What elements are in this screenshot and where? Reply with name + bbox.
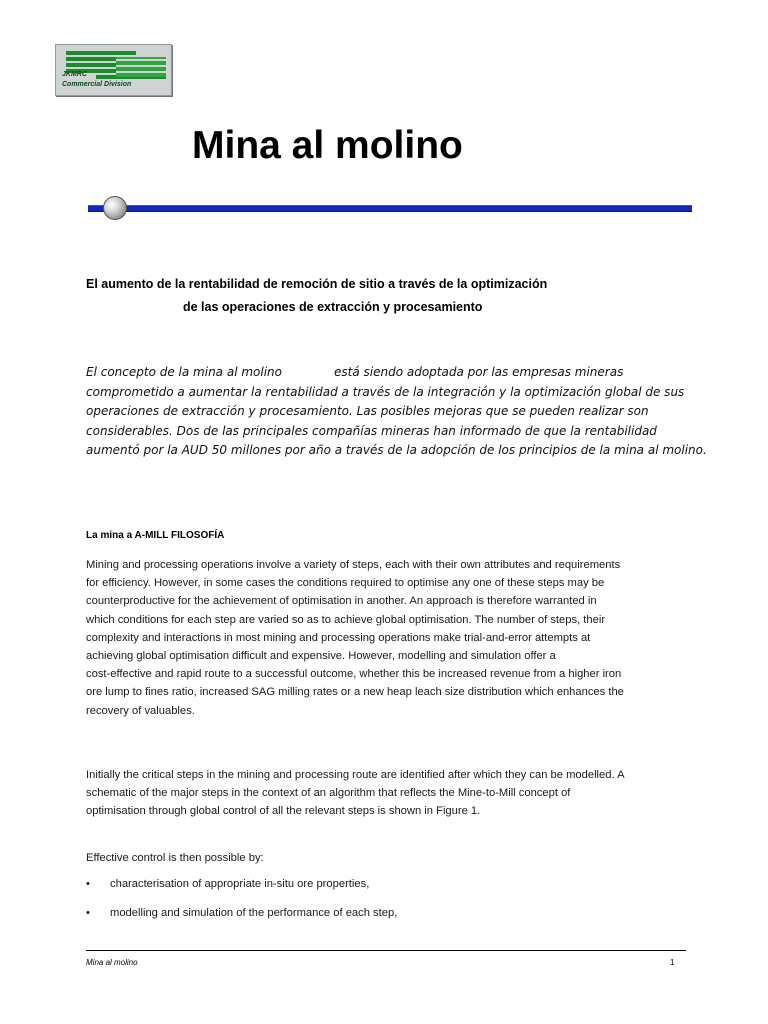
paragraph-line: complexity and interactions in most mining and processing operations make trial-and-error attempts at — [86, 631, 591, 644]
bullet-item — [86, 878, 369, 890]
paragraph-line: optimisation through global control of all the relevant steps is shown in Figure 1. — [86, 805, 481, 818]
bullet-text: characterisation of appropriate in-situ ore properties, — [110, 878, 370, 890]
footer-rule — [86, 950, 686, 951]
intro-lead: El concepto de la mina al molino — [86, 365, 282, 379]
intro-line1-rest: está siendo adoptada por las empresas mineras — [334, 365, 624, 379]
paragraph-line: counterproductive for the achievement of optimisation in another. An approach is therefore warranted in — [86, 595, 597, 608]
paragraph-1 — [86, 556, 686, 720]
page-title: Mina al molino — [192, 124, 463, 167]
subtitle-line-2: de las operaciones de extracción y procesamiento — [183, 300, 483, 314]
paragraph-line: Initially the critical steps in the mining and processing route are identified after which they can be modelled. A — [86, 769, 625, 781]
page-number: 1 — [670, 958, 675, 967]
paragraph-line: cost-effective and rapid route to a successful outcome, whether this be increased revenue from a higher iron — [86, 668, 622, 681]
paragraph-line: for efficiency. However, in some cases the conditions required to optimise any one of these steps may be — [86, 577, 605, 590]
bullet-item — [86, 907, 397, 919]
logo-text-jkmrc: JKMRC — [62, 71, 87, 78]
paragraph-2 — [86, 766, 686, 821]
intro-line: comprometido a aumentar la rentabilidad a través de la integración y la optimización global de sus — [86, 384, 685, 399]
paragraph-line: achieving global optimisation difficult and expensive. However, modelling and simulation offer a — [86, 650, 556, 663]
paragraph-line: Mining and processing operations involve a variety of steps, each with their own attributes and requirements — [86, 559, 621, 571]
intro-line: aumentó por la AUD 50 millones por año a través de la adopción de los principios de la mina al molino. — [86, 443, 707, 458]
jkmrc-logo — [55, 44, 172, 96]
intro-line: considerables. Dos de las principales compañías mineras han informado de que la rentabilidad — [86, 423, 657, 438]
paragraph-line: ore lump to fines ratio, increased SAG milling rates or a new heap leach size distribution which enhances the — [86, 686, 624, 699]
paragraph-3: Effective control is then possible by: — [86, 852, 264, 864]
section-heading: La mina a A-MILL FILOSOFÍA — [86, 530, 225, 541]
paragraph-line: which conditions for each step are varied so as to achieve global optimisation. The number of steps, their — [86, 613, 606, 626]
paragraph-line: schematic of the major steps in the context of an algorithm that reflects the Mine-to-Mill concept of — [86, 787, 571, 800]
ball-ornament-icon — [103, 196, 127, 220]
intro-paragraph — [86, 363, 706, 461]
subtitle-line-1: El aumento de la rentabilidad de remoción de sitio a través de la optimización — [86, 277, 548, 291]
bullet-text: modelling and simulation of the performance of each step, — [110, 907, 398, 919]
footer-title: Mina al molino — [86, 958, 138, 967]
bullet-symbol: • — [86, 878, 90, 890]
intro-line — [86, 363, 706, 383]
bullet-symbol: • — [86, 907, 90, 919]
paragraph-line: recovery of valuables. — [86, 704, 195, 717]
title-rule — [88, 205, 692, 212]
intro-line: operaciones de extracción y procesamiento. Las posibles mejoras que se pueden realizar son — [86, 404, 649, 419]
logo-text-division: Commercial Division — [62, 81, 132, 88]
